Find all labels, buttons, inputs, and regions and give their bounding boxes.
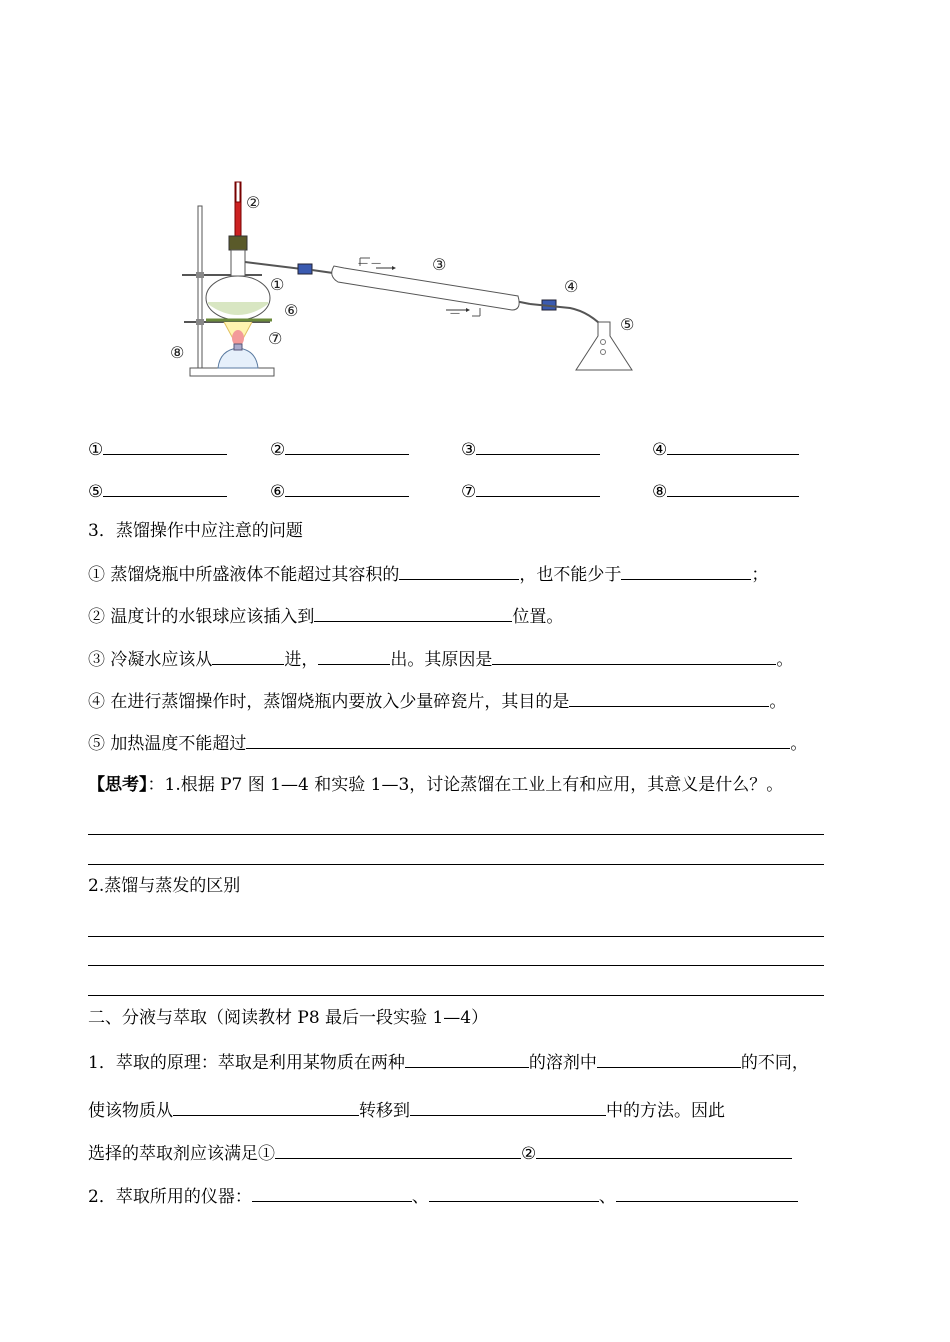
answer-blank[interactable] (667, 436, 799, 455)
answer-blank[interactable] (536, 1140, 792, 1159)
answer-blank[interactable] (405, 1049, 529, 1068)
distillation-flask (206, 250, 270, 320)
extraction-instruments: 2．萃取所用的仪器： 、 、 (88, 1183, 798, 1209)
section3-title: 3．蒸馏操作中应注意的问题 (88, 521, 303, 541)
answer-blank[interactable] (597, 1049, 741, 1068)
label-4: ④ (564, 277, 579, 296)
svg-text:— —: — — (358, 258, 382, 269)
alcohol-lamp (218, 344, 258, 368)
answer-blank[interactable] (616, 1183, 798, 1202)
section2-title: 二、分液与萃取（阅读教材 P8 最后一段实验 1—4） (88, 1008, 489, 1028)
answer-blank[interactable] (476, 478, 600, 497)
answer-line[interactable] (88, 936, 824, 937)
question-1: ① 蒸馏烧瓶中所盛液体不能超过其容积的 ，也不能少于 ； (88, 561, 768, 587)
answer-line[interactable] (88, 864, 824, 865)
extraction-principle-2: 使该物质从 转移到 中的方法。因此 (88, 1097, 725, 1123)
think-question-2: 2.蒸馏与蒸发的区别 (88, 876, 241, 896)
svg-text:—: — (450, 308, 460, 319)
answer-blank[interactable] (667, 478, 799, 497)
answer-blank[interactable] (410, 1097, 606, 1116)
label-6: ⑥ (284, 301, 299, 320)
answer-blank[interactable] (429, 1183, 599, 1202)
question-2: ② 温度计的水银球应该插入到 位置。 (88, 603, 563, 629)
label-5: ⑤ (620, 315, 635, 334)
answer-blank[interactable] (173, 1097, 359, 1116)
label-3: ③ (432, 255, 447, 274)
answer-blank[interactable] (103, 436, 227, 455)
connector-1 (298, 264, 312, 274)
extraction-principle: 1．萃取的原理：萃取是利用某物质在两种 的溶剂中 的不同， (88, 1049, 809, 1075)
answer-blank[interactable] (285, 436, 409, 455)
question-3: ③ 冷凝水应该从 进， 出。其原因是 。 (88, 646, 793, 672)
extractant-requirements: 选择的萃取剂应该满足① ② (88, 1140, 792, 1166)
answer-blank[interactable] (285, 478, 409, 497)
answer-blank[interactable] (103, 478, 227, 497)
answer-blank[interactable] (212, 646, 284, 665)
question-4: ④ 在进行蒸馏操作时，蒸馏烧瓶内要放入少量碎瓷片，其目的是 。 (88, 688, 786, 714)
answer-line[interactable] (88, 834, 824, 835)
question-5: ⑤ 加热温度不能超过 。 (88, 730, 807, 756)
adapter (530, 304, 606, 330)
label-2: ② (246, 193, 261, 212)
answer-blank[interactable] (621, 561, 751, 580)
label-1: ① (270, 275, 285, 294)
answer-blank[interactable] (399, 561, 519, 580)
answer-blank[interactable] (246, 730, 790, 749)
condenser (312, 258, 530, 316)
answer-blank[interactable] (476, 436, 600, 455)
answer-blank[interactable] (314, 603, 512, 622)
rubber-stopper (229, 236, 247, 250)
distillation-apparatus-diagram (160, 170, 680, 390)
answer-line[interactable] (88, 995, 824, 996)
label-8: ⑧ (170, 343, 185, 362)
answer-blank[interactable] (569, 688, 769, 707)
answer-blank[interactable] (318, 646, 390, 665)
answer-line[interactable] (88, 965, 824, 966)
label-7: ⑦ (268, 329, 283, 348)
answer-blank[interactable] (252, 1183, 412, 1202)
answer-blank[interactable] (492, 646, 776, 665)
think-question-1: 【思考】：1.根据 P7 图 1—4 和实验 1—3，讨论蒸馏在工业上有和应用，其意义是什么？。 (88, 775, 784, 795)
answer-blank[interactable] (275, 1140, 521, 1159)
